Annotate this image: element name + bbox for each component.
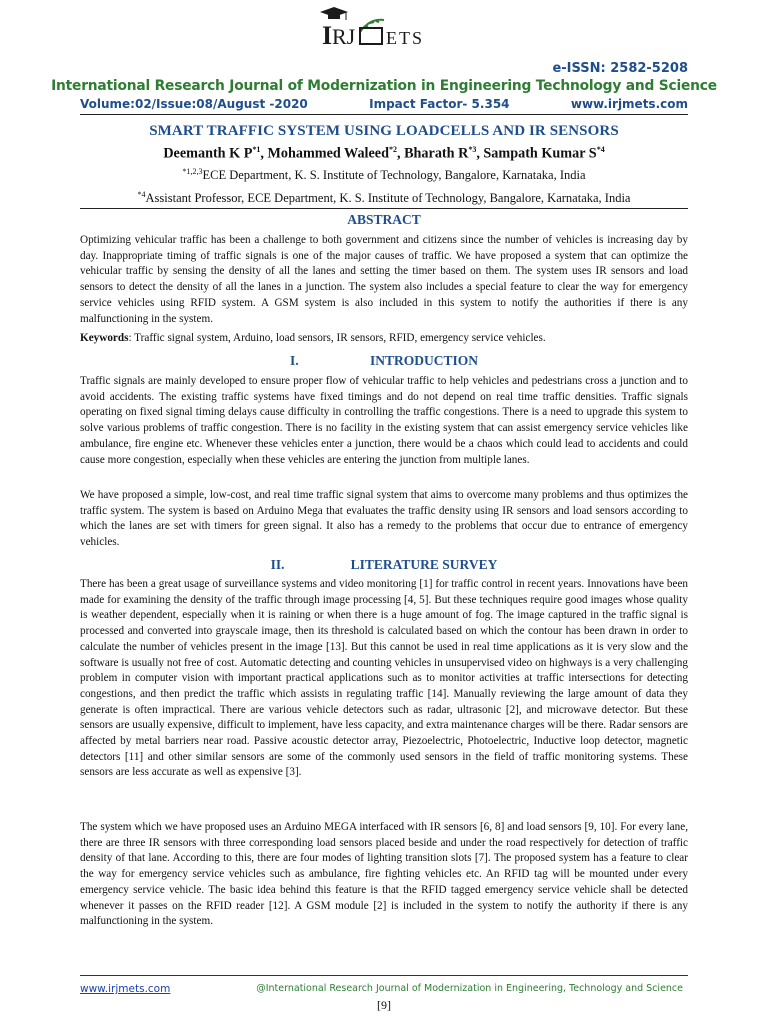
affiliation <box>0 167 768 183</box>
header-divider <box>80 114 688 115</box>
author-list: Deemanth K $P^{*1}$, Mohammed Waleed$^{*2}$, Bharath $R^{*3}$, Sampath Kumar $S^{*4}$ <box>163 145 605 162</box>
affiliation-text: ECE Department, K. S. Institute of Technology, Bangalore, Karnataka, India <box>202 168 586 183</box>
affiliation-mark: *1,2,3 <box>182 167 203 176</box>
impact-factor: Impact Factor- 5.354 <box>369 97 510 111</box>
abstract-heading: ABSTRACT <box>347 212 421 227</box>
irjmets-logo-icon <box>300 6 468 50</box>
paper-title: SMART TRAFFIC SYSTEM USING LOADCELLS AND IR SENSORS <box>149 123 619 139</box>
introduction-paragraph: Traffic signals are mainly developed to ensure proper flow of vehicular traffic to help vehicles and pedestrians cross a junction and to avoid accidents. The existing traffic systems have fixed timings and do not depend on real time traffic densities. Traffic signals operating on fixed signal timing delays cause difficulty in controlling the traffic congestions. There is a need to upgrade this system to solve various problems of traffic congestion. There is no facility in the existing system that can assist emergency service vehicles like ambulance, fire engine etc. Whenever these vehicles enter a junction, there would be a chaos which could lead to accidents and could cause more congestion, especially when these vehicles are entering the junction from multiple lanes. <box>80 375 688 466</box>
svg-text:ETS: ETS <box>386 28 425 48</box>
volume-issue: Volume:02/Issue:08/August -2020 <box>80 97 308 111</box>
author-mark: *3 <box>468 145 477 154</box>
section-heading-literature-survey <box>0 557 768 573</box>
keywords-label: Keywords <box>80 332 129 344</box>
affiliation-text: Assistant Professor, ECE Department, K. S. Institute of Technology, Bangalore, Karnataka, India <box>145 191 631 206</box>
author-name: Mohammed Waleed <box>267 145 389 162</box>
author-mark: *2 <box>388 145 397 154</box>
journal-name: International Research Journal of Modernization in Engineering Technology and Science <box>51 78 717 94</box>
issn: e-ISSN: 2582-5208 <box>552 61 688 76</box>
affiliation-mark: *4 <box>137 190 146 199</box>
journal-website[interactable]: www.irjmets.com <box>570 97 688 111</box>
keywords-list: : Traffic signal system, Arduino, load sensors, IR sensors, RFID, emergency service vehicles. <box>128 332 546 344</box>
section-number: I. <box>289 353 299 368</box>
abstract-text: Optimizing vehicular traffic has been a challenge to both government and citizens since the number of vehicles is increasing day by day. Inappropriate timing of traffic signals is one of the major causes of traffic. We have proposed a system that can optimize the vehicular traffic by sensing the density of all the lanes and setting the timer based on them. The system uses IR sensors and load sensors to detect the density of all the lanes in a junction. The system also includes a special feature to clear the way for emergency service vehicles using RFID system. A GSM system is also included in this system to notify the authorities if there is any malfunctioning in the system. <box>80 234 688 325</box>
footer-website-link[interactable]: www.irjmets.com <box>80 983 171 995</box>
section-heading-introduction <box>0 353 768 369</box>
title-divider <box>80 208 688 209</box>
author-name: Deemanth K P <box>163 145 253 162</box>
affiliation <box>0 190 768 206</box>
footer-divider <box>80 975 688 976</box>
author-name: Sampath Kumar S <box>483 145 597 162</box>
introduction-paragraph: We have proposed a simple, low-cost, and real time traffic signal system that aims to overcome many problems and thus optimizes the traffic system. The system is based on Arduino Mega that evaluates the traffic density using IR sensors and load sensors according to which the lanes are set with timers for green signal. It also has a remedy to the problems that occur due to entrance of emergency vehicles. <box>80 489 688 549</box>
svg-text:I: I <box>322 21 333 50</box>
author-mark: *4 <box>596 145 605 154</box>
page-number: [9] <box>377 998 391 1012</box>
keywords <box>80 331 688 347</box>
section-number: II. <box>270 557 285 572</box>
footer-copyright: @International Research Journal of Modernization in Engineering, Technology and Science <box>256 983 683 994</box>
literature-paragraph: There has been a great usage of surveillance systems and video monitoring [1] for traffic control in recent years. Innovations have been made for examining the density of the traffic through image processing [4, 5]. But these techniques require good images whose quality is weather dependent, especially when it is raining or when there is a huge amount of fog. The image captured in the traffic signal is processed and converted into grayscale image, then its threshold is calculated based on which the contour has been drawn in order to calculate the number of vehicles present in the image [13]. But this cannot be used in real time applications as it is very slow and the software is usually not free of cost. Automatic detecting and counting vehicles in unsupervised video on highways is a very challenging problem in computer vision with important practical applications such as to monitor activities at traffic intersections for detecting congestions, and then predict the traffic which assists in regulating traffic [14]. Manually reviewing the large amount of data they generate is often impractical. There are various vehicle detectors such as radar, ultrasonic [2], and microwave detector. But these sensors are usually expensive, difficult to implement, have less capacity, and extra maintenance charges will be there. Radar sensors are affected by metal barriers near road. Passive acoustic detector array, Piezoelectric, Photoelectric, Inductive loop detector, magnetic detectors [11] and other similar sensors are some of the commonly used sensors in the field of traffic monitoring systems. These sensors are less accurate as well as expensive [3]. <box>80 578 688 779</box>
section-title: INTRODUCTION <box>369 353 478 368</box>
svg-text:RJ: RJ <box>332 24 356 49</box>
section-title: LITERATURE SURVEY <box>350 557 498 572</box>
literature-paragraph: The system which we have proposed uses an Arduino MEGA interfaced with IR sensors [6, 8] and load sensors [9, 10]. For every lane, there are three IR sensors with three corresponding load sensors placed beside and under the road respectively for detection of traffic density of that lane. According to this, there are four modes of lighting transition slots [7]. The proposed system has a feature to clear the way for emergency service vehicles such as ambulance, fire fighting vehicles etc. An RFID tag will be mounted under every emergency service vehicle. The basic idea behind this feature is that the RFID tagged emergency service vehicle shall be detected whenever it passes on the RFID reader [12]. A GSM module [2] is included in the system to notify the authority if there is any malfunctioning in the system. <box>80 821 688 928</box>
journal-logo <box>0 6 768 50</box>
issue-meta-row <box>80 97 688 111</box>
author-mark: *1 <box>252 145 261 154</box>
author-name: Bharath R <box>404 145 469 162</box>
